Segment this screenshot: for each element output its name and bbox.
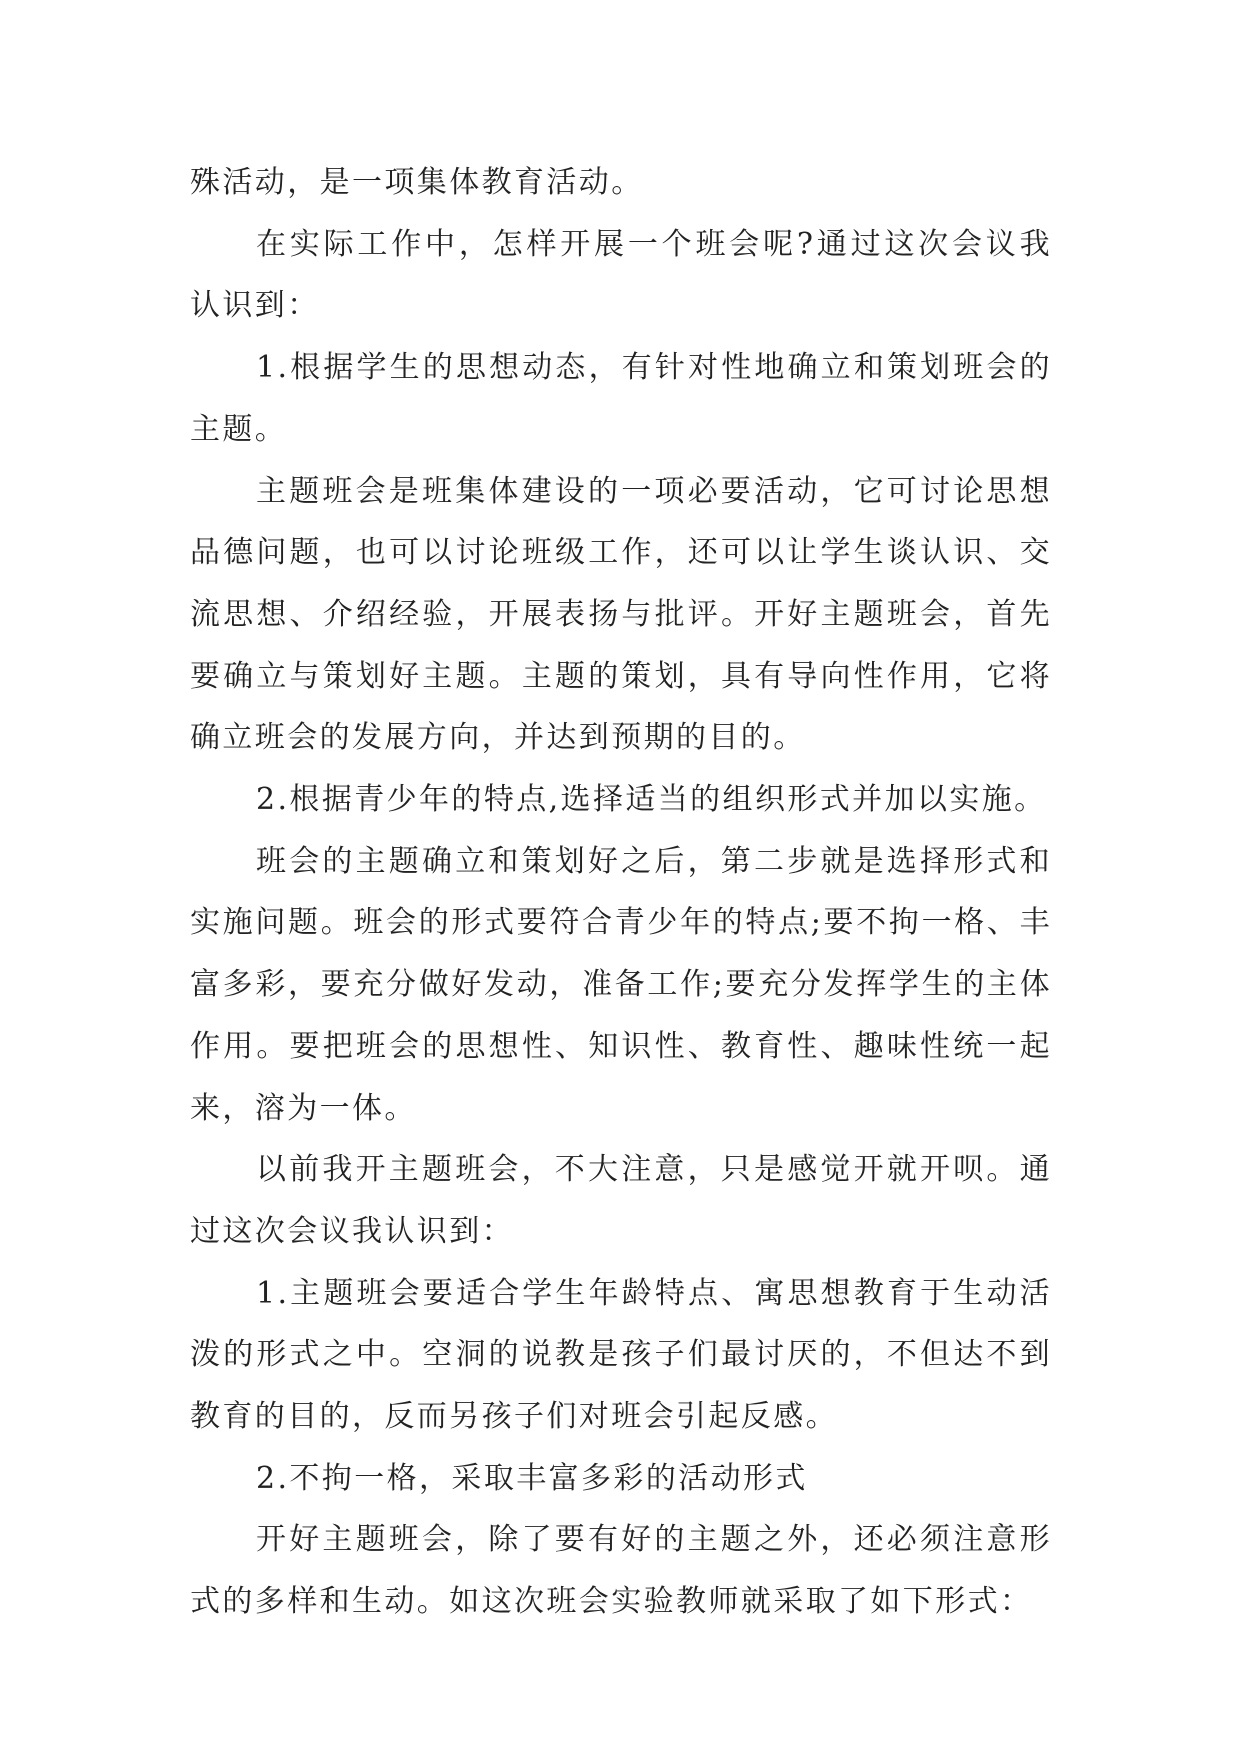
paragraph: 2.不拘一格，采取丰富多彩的活动形式 (256, 1460, 808, 1496)
paragraph: 开好主题班会，除了要有好的主题之外，还必须注意形式的多样和生动。如这次班会实验教师就采取了如下形式： (190, 1522, 1052, 1620)
paragraph: 班会的主题确立和策划好之后，第二步就是选择形式和实施问题。班会的形式要符合青少年的特点;要不拘一格、丰富多彩，要充分做好发动，准备工作;要充分发挥学生的主体作用。要把班会的思想性、知识性、教育性、趣味性统一起来，溶为一体。 (190, 843, 1052, 1126)
paragraph: 1.主题班会要适合学生年龄特点、寓思想教育于生动活泼的形式之中。空洞的说教是孩子们最讨厌的，不但达不到教育的目的，反而另孩子们对班会引起反感。 (190, 1275, 1052, 1435)
paragraph: 主题班会是班集体建设的一项必要活动，它可讨论思想品德问题，也可以讨论班级工作，还可以让学生谈认识、交流思想、介绍经验，开展表扬与批评。开好主题班会，首先要确立与策划好主题。主题的策划，具有导向性作用，它将确立班会的发展方向，并达到预期的目的。 (190, 473, 1052, 756)
body-text (190, 152, 1052, 1633)
paragraph: 1.根据学生的思想动态，有针对性地确立和策划班会的主题。 (190, 350, 1052, 447)
paragraph: 以前我开主题班会，不大注意，只是感觉开就开呗。通过这次会议我认识到： (190, 1152, 1052, 1249)
paragraph: 在实际工作中，怎样开展一个班会呢?通过这次会议我认识到： (190, 226, 1052, 324)
paragraph: 2.根据青少年的特点,选择适当的组织形式并加以实施。 (256, 782, 1047, 818)
paragraph: 殊活动，是一项集体教育活动。 (190, 165, 644, 200)
